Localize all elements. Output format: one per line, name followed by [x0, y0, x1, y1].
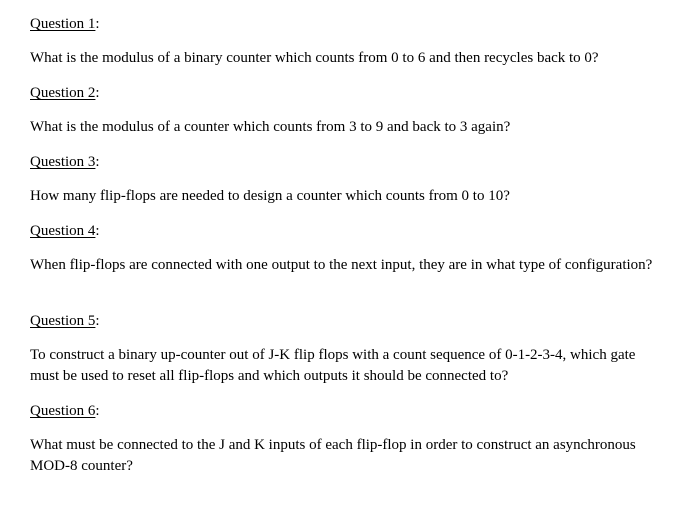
question-4-label: Question 4: [30, 223, 96, 239]
question-2-text: What is the modulus of a counter which counts from 3 to 9 and back to 3 again?: [30, 119, 511, 135]
question-5-label: Question 5: [30, 313, 96, 329]
question-5-heading: Question 5:: [30, 313, 100, 329]
question-5-text: To construct a binary up-counter out of J-K flip flops with a count sequence of 0-1-2-3-4, which gate must be used to reset all flip-flops and which outputs it should be connected to?: [30, 347, 636, 384]
question-6-heading: Question 6:: [30, 403, 100, 419]
question-1-heading: Question 1:: [30, 16, 100, 32]
question-4-text: When flip-flops are connected with one output to the next input, they are in what type of configuration?: [30, 257, 653, 273]
question-3-heading: Question 3:: [30, 154, 100, 170]
question-4-heading: Question 4:: [30, 223, 100, 239]
question-6-text: What must be connected to the J and K inputs of each flip-flop in order to construct an asynchronous MOD-8 counter?: [30, 437, 636, 474]
question-1-text: What is the modulus of a binary counter which counts from 0 to 6 and then recycles back to 0?: [30, 50, 599, 66]
question-1-label: Question 1: [30, 16, 96, 32]
question-2-label: Question 2: [30, 85, 96, 101]
question-3-text: How many flip-flops are needed to design a counter which counts from 0 to 10?: [30, 188, 510, 204]
question-3-label: Question 3: [30, 154, 96, 170]
question-2-heading: Question 2:: [30, 85, 100, 101]
question-6-label: Question 6: [30, 403, 96, 419]
